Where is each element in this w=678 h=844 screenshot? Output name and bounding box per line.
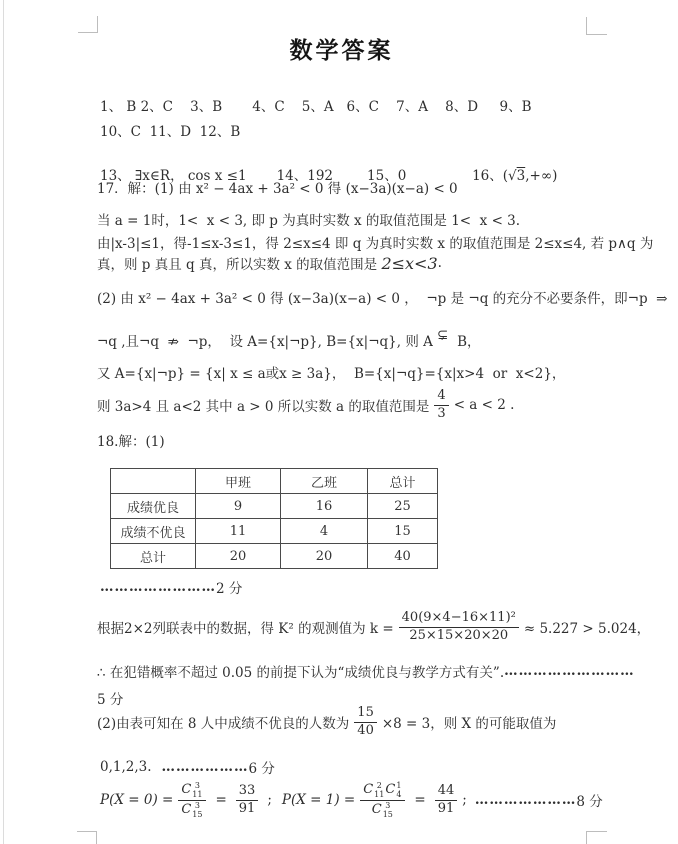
margin-crop-mark-top-left (78, 16, 98, 33)
window-left-border (3, 0, 4, 844)
c-superscript: 3 (385, 800, 391, 810)
fraction-15-40 (354, 705, 377, 739)
prob0-combination-fraction (178, 781, 206, 819)
contingency-table (110, 468, 438, 569)
radicand: 3 (516, 168, 526, 184)
table-header-row (111, 469, 438, 494)
fraction-four-thirds (434, 388, 448, 422)
c-superscript: 3 (194, 781, 200, 791)
equals-sign: = (215, 792, 227, 808)
dotted-leader: ……………… (161, 759, 249, 775)
q18-heading: 18.解：(1) (97, 434, 165, 450)
c-base: C (385, 782, 396, 798)
cell-value: 20 (281, 544, 368, 569)
conclusion-line (97, 661, 635, 681)
table-row-good (111, 494, 438, 519)
fraction-numerator: 44 (435, 783, 458, 800)
table-header-total: 总计 (368, 469, 438, 494)
answer-q13: 13、 ∃x∈R， cos x ≤1 (100, 168, 247, 184)
answer-q16-interval-close: ,+∞) (525, 168, 558, 184)
row-label: 成绩优良 (111, 494, 196, 519)
cell-value: 20 (196, 544, 281, 569)
part2-text-b: ×8 = 3，则 X 的可能取值为 (381, 716, 557, 732)
dotted-leader: …………………… (100, 579, 216, 595)
c-subscript: 11 (374, 790, 385, 800)
c-subscript: 4 (396, 790, 402, 800)
cell-value: 40 (368, 544, 438, 569)
combination-symbol (372, 801, 394, 819)
k-result-text: ≈ 5.227 > 5.024， (523, 621, 651, 637)
answer-q14: 14、192 (276, 168, 334, 184)
q17-solution-line7: 又 A={x|¬p} = {x| x ≤ a或x ≥ 3a}， B={x|¬q}={x|x>4 or x<2}， (97, 366, 566, 382)
prob0-lhs: P(X = 0) = (100, 792, 174, 808)
score-label: 6 分 (248, 761, 275, 777)
c-superscript: 3 (194, 800, 200, 810)
q17-solution-line5: (2) 由 x² − 4ax + 3a² < 0 得 (x−3a)(x−a) < 0 ， ¬p 是 ¬q 的充分不必要条件，即¬p ⇒ (97, 291, 668, 307)
row-label: 成绩不优良 (111, 519, 196, 544)
c-base: C (181, 782, 192, 798)
probability-line (100, 777, 603, 823)
table-header-class-b: 乙班 (281, 469, 368, 494)
fraction-numerator: 33 (236, 783, 259, 800)
cell-value: 11 (196, 519, 281, 544)
row-label: 总计 (111, 544, 196, 569)
q17-line8-text-a: 则 3a>4 且 a<2 其中 a > 0 所以实数 a 的取值范围是 (97, 399, 430, 415)
score-label: 2 分 (216, 581, 243, 597)
semicolon: ; (267, 792, 272, 808)
combination-c15-3 (369, 801, 397, 819)
equals-sign: = (414, 792, 426, 808)
c-superscript: 2 (376, 781, 382, 791)
k-squared-calculation (97, 608, 650, 646)
combination-c11-3 (178, 781, 206, 800)
q18-part2-line (97, 704, 556, 740)
x-values: 0,1,2,3. (100, 759, 152, 775)
answer-q16-label: 16、 (472, 168, 503, 184)
proper-subset-symbol: ⊊ (437, 327, 449, 343)
q17-range-formula: 2≤x<3 (381, 253, 438, 273)
q17-solution-line1: 17．解：(1) 由 x² − 4ax + 3a² < 0 得 (x−3a)(x−a) < 0 (97, 181, 458, 197)
prob1-combination-fraction (360, 781, 405, 819)
k-intro-text: 根据2×2列联表中的数据，得 K² 的观测值为 k = (97, 621, 394, 637)
q17-line4-period: . (437, 255, 442, 271)
q17-line8-text-b: < a < 2 . (453, 397, 515, 413)
fraction-denominator: 91 (238, 800, 256, 816)
q17-solution-line2: 当 a = 1时，1< x < 3, 即 p 为真时实数 x 的取值范围是 1< x < 3. (97, 213, 521, 229)
q17-solution-line3: 由|x-3|≤1，得-1≤x-3≤1，得 2≤x≤4 即 q 为真时实数 x 的取值范围是 2≤x≤4, 若 p∧q 为 (97, 236, 654, 252)
combination-c15-3 (178, 801, 206, 819)
k-fraction-numerator: 40(9×4−16×11)² (399, 610, 519, 627)
semicolon: ; (462, 792, 467, 808)
conclusion-text: ∴ 在犯错概率不超过 0.05 的前提下认为“成绩优良与教学方式有关”. (97, 665, 505, 681)
x-values-line (100, 757, 275, 777)
fraction-denominator: 40 (357, 722, 374, 738)
answer-q15: 15、0 (367, 168, 407, 184)
c-subscript: 15 (382, 809, 393, 819)
c-base: C (371, 801, 382, 817)
page-title: 数学答案 (289, 37, 394, 64)
fraction-numerator: 4 (434, 388, 448, 405)
c-superscript: 1 (396, 781, 402, 791)
c-subscript: 11 (192, 790, 203, 800)
prob1-lhs: P(X = 1) = (281, 792, 356, 808)
answer-q16 (446, 148, 557, 200)
prob0-result-fraction (236, 783, 259, 817)
prob1-result-fraction (435, 783, 458, 817)
combination-symbol (385, 781, 402, 799)
fraction-numerator: 15 (354, 705, 377, 722)
radical-sign: (√ (502, 168, 517, 184)
table-row-not-good (111, 519, 438, 544)
part2-text-a: (2)由表可知在 8 人中成绩不优良的人数为 (97, 716, 350, 732)
fraction-denominator: 3 (437, 405, 446, 421)
c-base: C (363, 782, 374, 798)
q17-line6-text-b: B， (448, 334, 481, 350)
cell-value: 16 (281, 494, 368, 519)
combination-c11-2-c4-1 (360, 781, 405, 800)
cell-value: 9 (196, 494, 281, 519)
combination-symbol (181, 781, 203, 799)
q17-line6-text-a: ¬q ,且¬q ⇏ ¬p， 设 A={x|¬p}, B={x|¬q}, 则 A (97, 334, 438, 350)
table-row-total (111, 544, 438, 569)
margin-crop-mark-top-right (586, 17, 607, 35)
combination-symbol (363, 781, 385, 799)
cell-value: 4 (281, 519, 368, 544)
choice-answers-row1: 1、 B 2、C 3、B 4、C 5、A 6、C 7、A 8、D 9、B (100, 99, 532, 115)
fraction-denominator: 91 (437, 800, 455, 816)
score-5-marker: 5 分 (97, 692, 124, 708)
c-subscript: 15 (192, 809, 203, 819)
dotted-leader: ………………… (474, 792, 577, 808)
score-2-marker (100, 577, 242, 597)
k-fraction-denominator: 25×15×20×20 (409, 627, 509, 643)
table-header-class-a: 甲班 (196, 469, 281, 494)
q17-solution-line8 (97, 388, 514, 422)
margin-crop-mark-bottom-right (586, 831, 607, 844)
q17-solution-line4 (97, 253, 442, 273)
q17-solution-line6 (97, 327, 481, 350)
choice-answers-row2: 10、C 11、D 12、B (100, 124, 241, 140)
table-header-empty (111, 469, 196, 494)
c-base: C (181, 801, 192, 817)
margin-crop-mark-bottom-left (77, 831, 97, 844)
combination-symbol (181, 801, 203, 819)
dotted-leader: ……………………… (504, 663, 635, 679)
q17-line4-text: 真，则 p 真且 q 真，所以实数 x 的取值范围是 (97, 257, 382, 273)
score-label: 8 分 (576, 794, 603, 810)
cell-value: 15 (368, 519, 438, 544)
k-fraction (399, 610, 519, 644)
cell-value: 25 (368, 494, 438, 519)
